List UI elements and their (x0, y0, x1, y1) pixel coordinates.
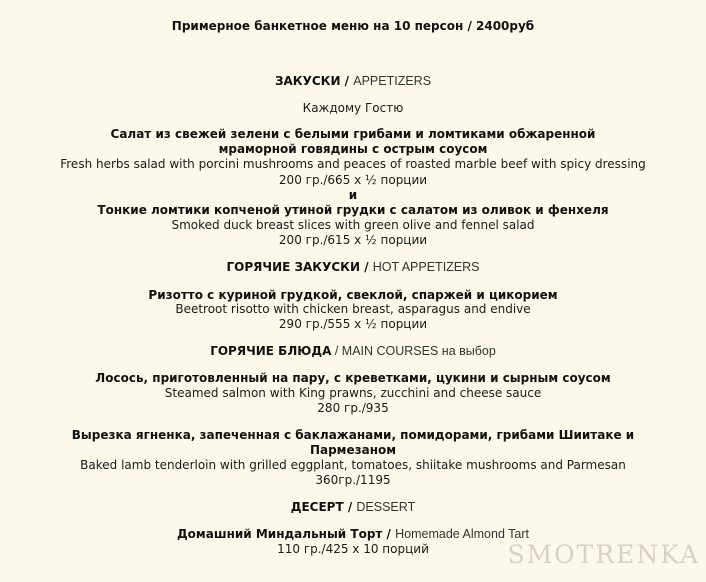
section-heading-ru: ЗАКУСКИ (274, 74, 341, 88)
dish-name-ru: Домашний Миндальный Торт (176, 527, 383, 541)
section-heading-hot-appetizers (0, 260, 706, 275)
dish-portion: 110 гр./425 x 10 порций (277, 542, 429, 556)
dish-name: мраморной говядины с острым соусом (218, 142, 488, 156)
section-heading-appetizers (0, 74, 706, 89)
dish-name: Вырезка ягненка, запеченная с баклажанами, помидорами, грибами Шиитаке и (71, 428, 635, 442)
section-heading-en: HOT APPETIZERS (372, 260, 480, 274)
dish-portion: 200 гр./615 x ½ порции (278, 233, 428, 247)
dish-portion: 360гр./1195 (315, 473, 391, 487)
dish-description: Baked lamb tenderloin with grilled eggplant, tomatoes, shiitake mushrooms and Parmesan (80, 458, 626, 472)
section-heading-en: APPETIZERS (353, 74, 432, 88)
dish-description: Steamed salmon with King prawns, zucchini and cheese sauce (164, 386, 542, 400)
dish-portion: 280 гр./935 (317, 401, 389, 415)
dish-name: Пармезаном (309, 443, 397, 457)
menu-title: Примерное банкетное меню на 10 персон / 2400руб (171, 19, 535, 33)
dish-description: Beetroot risotto with chicken breast, asparagus and endive (175, 302, 531, 316)
section-heading-ru: ГОРЯЧИЕ БЛЮДА (210, 344, 332, 358)
section-heading-ru: ДЕСЕРТ (290, 500, 344, 514)
watermark: SMOTRENKA (507, 540, 700, 569)
dish-conjunction: и (348, 188, 358, 202)
dish-portion: 290 гр./555 x ½ порции (278, 317, 428, 331)
dish-name: Лосось, приготовленный на пару, с креветками, цукини и сырным соусом (95, 371, 611, 385)
section-heading-separator: / (340, 74, 354, 88)
section-heading-en: MAIN COURSES на выбор (341, 344, 496, 358)
dish-description: Fresh herbs salad with porcini mushrooms and peaces of roasted marble beef with spicy dressing (60, 157, 646, 171)
dish-portion: 200 гр./665 x ½ порции (278, 173, 428, 187)
section-heading-separator: / (331, 344, 342, 358)
section-heading-main-courses (0, 344, 706, 359)
dish-name: Тонкие ломтики копченой утиной грудки с салатом из оливок и фенхеля (97, 203, 609, 217)
dish-name-en: Homemade Almond Tart (395, 527, 529, 541)
section-heading-separator: / (343, 500, 357, 514)
dish-name: Салат из свежей зелени с белыми грибами и ломтиками обжаренной (110, 127, 596, 141)
dish-description: Smoked duck breast slices with green olive and fennel salad (171, 218, 535, 232)
section-heading-ru: ГОРЯЧИЕ ЗАКУСКИ (226, 260, 361, 274)
section-heading-dessert (0, 500, 706, 515)
section-heading-separator: / (360, 260, 373, 274)
appetizers-note: Каждому Гостю (302, 101, 404, 115)
dish-name-separator: / (382, 527, 396, 541)
section-heading-en: DESSERT (356, 500, 416, 514)
dish-name: Ризотто с куриной грудкой, свеклой, спаржей и цикорием (148, 288, 558, 302)
